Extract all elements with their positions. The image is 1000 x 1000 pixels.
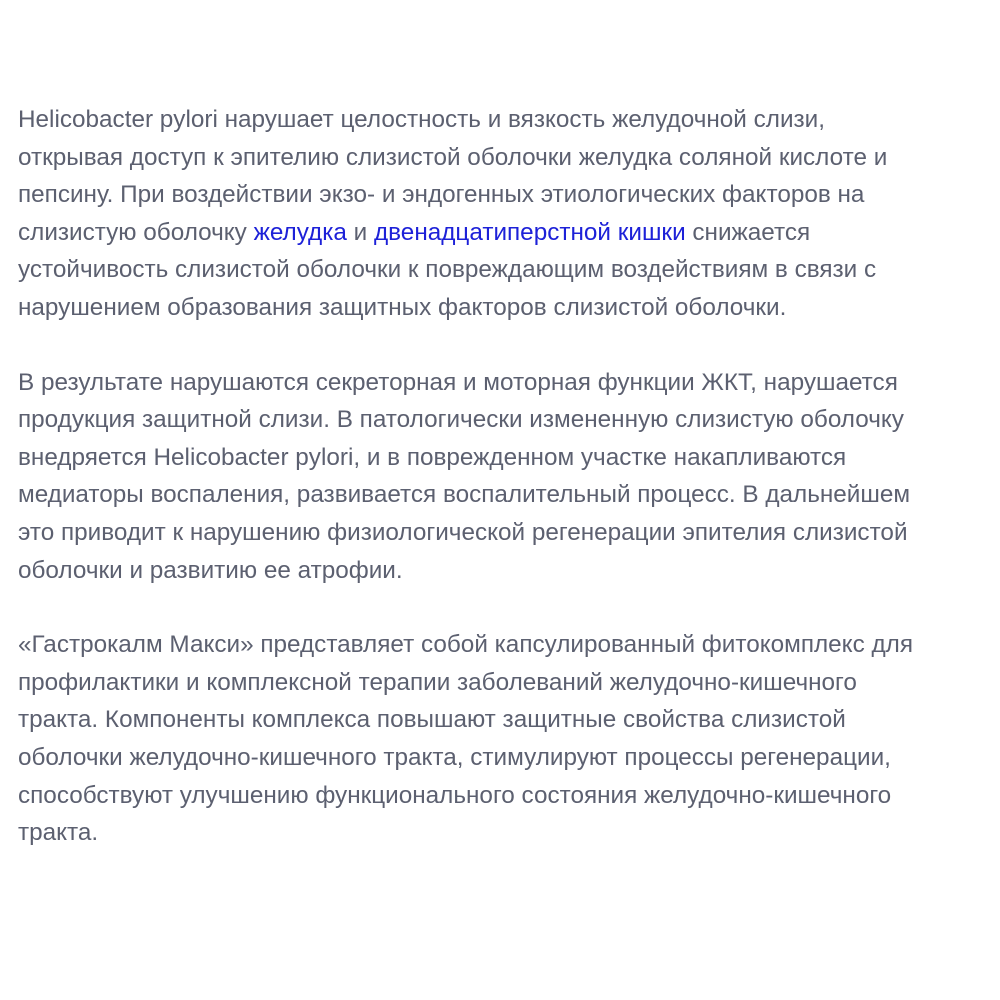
paragraph-helicobacter: [18, 101, 990, 327]
text-line: внедряется Helicobacter pylori, и в поврежденном участке накапливаются: [18, 443, 847, 471]
text-line: В результате нарушаются секреторная и моторная функции ЖКТ, нарушается: [18, 368, 898, 396]
article-body: [18, 101, 990, 889]
text-line: оболочки и развитию ее атрофии.: [18, 556, 403, 584]
text-line: тракта.: [18, 819, 99, 847]
text-line: медиаторы воспаления, развивается воспалительный процесс. В дальнейшем: [18, 481, 911, 509]
text-line: продукция защитной слизи. В патологически измененную слизистую оболочку: [18, 406, 904, 434]
text-line: открывая доступ к эпителию слизистой оболочки желудка соляной кислоте и: [18, 143, 888, 171]
text-line: устойчивость слизистой оболочки к повреждающим воздействиям в связи с: [18, 256, 877, 284]
paragraph-product: [18, 626, 990, 852]
text-line: оболочки желудочно-кишечного тракта, стимулируют процессы регенерации,: [18, 743, 891, 771]
text-line: способствуют улучшению функционального состояния желудочно-кишечного: [18, 781, 892, 809]
paragraph-consequences: [18, 364, 990, 590]
link-duodenum[interactable]: двенадцатиперстной кишки: [374, 218, 686, 246]
text-line: тракта. Компоненты комплекса повышают защитные свойства слизистой: [18, 706, 846, 734]
text-fragment: снижается: [685, 218, 811, 246]
text-line: это приводит к нарушению физиологической регенерации эпителия слизистой: [18, 518, 908, 546]
text-fragment: и: [346, 218, 374, 246]
text-fragment: слизистую оболочку: [18, 218, 254, 246]
text-line: Helicobacter pylori нарушает целостность и вязкость желудочной слизи,: [18, 106, 825, 133]
text-line: нарушением образования защитных факторов слизистой оболочки.: [18, 293, 787, 321]
text-line: профилактики и комплексной терапии заболеваний желудочно-кишечного: [18, 668, 857, 696]
link-stomach[interactable]: желудка: [253, 218, 347, 246]
text-line: пепсину. При воздействии экзо- и эндогенных этиологических факторов на: [18, 181, 865, 209]
text-line: «Гастрокалм Макси» представляет собой капсулированный фитокомплекс для: [18, 631, 913, 659]
